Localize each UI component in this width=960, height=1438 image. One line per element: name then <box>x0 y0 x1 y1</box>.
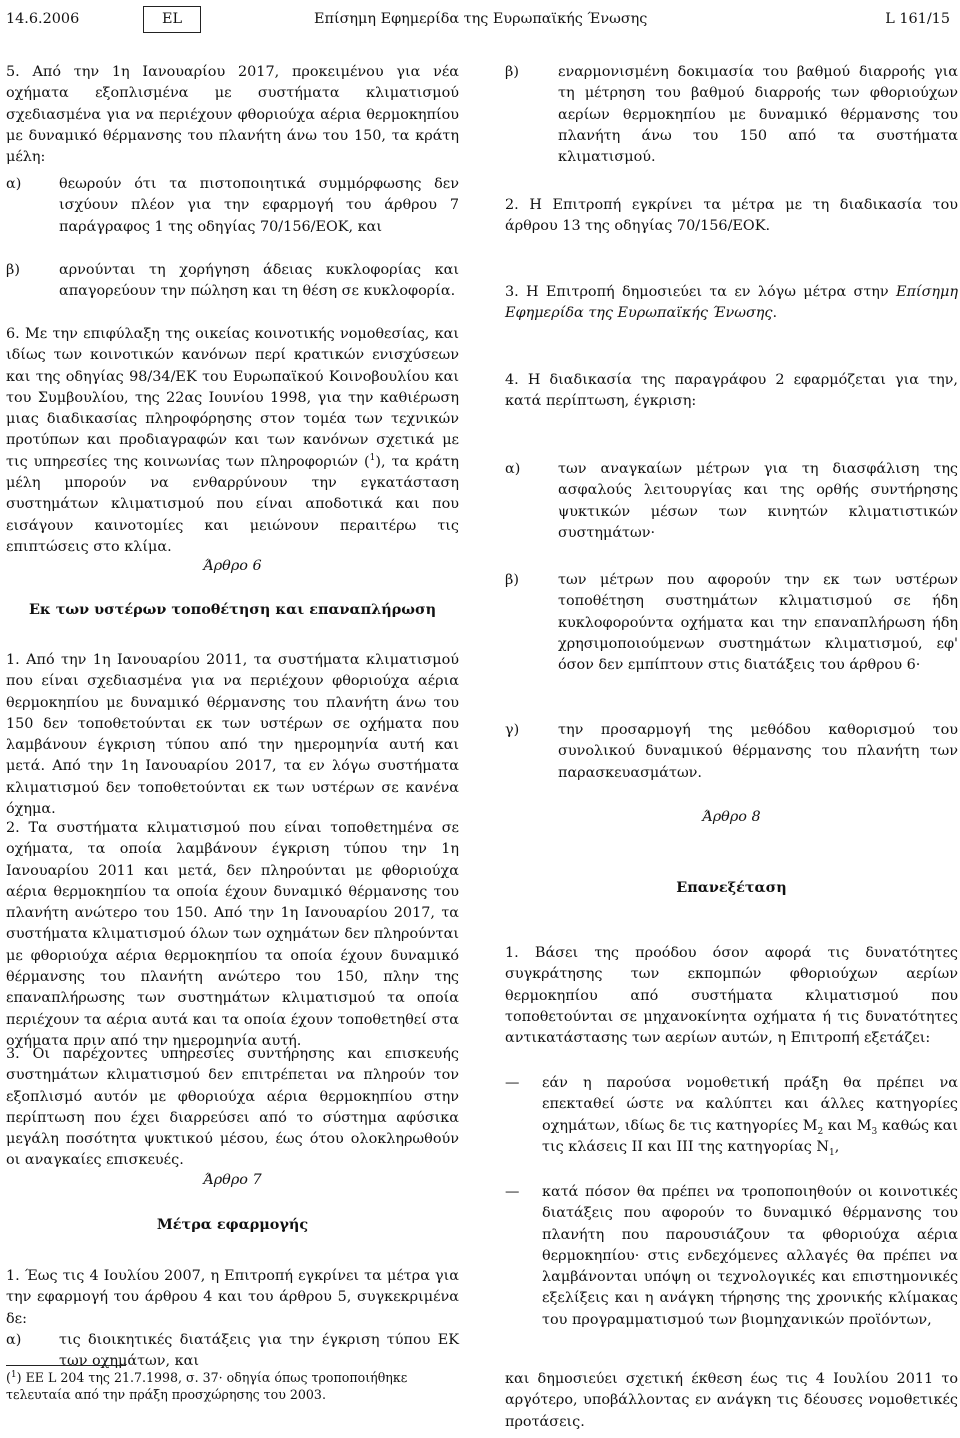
item-text: την προσαρμογή της μεθόδου καθορισμού του συνολικού δυναμικού θέρμανσης του πλανήτη των παρασκευασμάτων. <box>558 722 958 781</box>
item-4c <box>505 720 958 784</box>
journal-title: Επίσημη Εφημερίδα της Ευρωπαϊκής Ένωσης <box>314 11 648 27</box>
article-8-closing: και δημοσιεύει σχετική έκθεση έως τις 4 Ιουλίου 2011 το αργότερο, υποβάλλοντας εν ανάγκη τις δέουσες νομοθετικές προτάσεις. <box>505 1371 958 1430</box>
article-8-paragraph-1: 1. Βάσει της προόδου όσον αφορά τις δυνατότητες συγκράτησης των εκπομπών φθοριούχων αερίων θερμοκηπίου από συστήματα κλιματισμού που τοποθετούνται σε μηχανοκίνητα οχήματα ή τις δυνατότητες αντικατάστασης των αερίων αυτών, η Επιτροπή εξετάζει: <box>505 945 958 1047</box>
item-label: β) <box>6 262 20 278</box>
language-box: EL <box>143 6 201 33</box>
item-label: α) <box>505 461 521 477</box>
item-text: θεωρούν ότι τα πιστοποιητικά συμμόρφωσης δεν ισχύουν πλέον για την εφαρμογή του άρθρου 7 παράγραφος 1 της οδηγίας 70/156/ΕΟΚ, και <box>59 176 459 235</box>
footnote: ($^1$) ΕΕ L 204 της 21.7.1998, σ. 37· οδηγία όπως τροποποιήθηκε τελευταία από την πράξη προσχώρησης του 2003. <box>6 1369 408 1402</box>
item-label: α) <box>6 176 22 192</box>
item-7b <box>505 62 958 168</box>
dash-marker: — <box>505 1075 520 1091</box>
item-text: των μέτρων που αφορούν την εκ των υστέρων τοποθέτηση συστημάτων κλιματισμού σε ήδη κυκλοφορούντα οχήματα και την επαναπλήρωση ήδη χρησιμοποιούμενων συστημάτων κλιματισμού, εφ' όσον δεν εμπίπτουν στις διατάξεις του άρθρου 6· <box>558 572 958 674</box>
item-text: των αναγκαίων μέτρων για τη διασφάλιση της ασφαλούς λειτουργίας και της ορθής συντήρησης ψυκτικών μέσων των κινητών κλιματιστικών συστημάτων· <box>558 461 958 541</box>
article-6-paragraph-1: 1. Από την 1η Ιανουαρίου 2011, τα συστήματα κλιματισμού που είναι σχεδιασμένα για να περιέχουν φθοριούχα αέρια θερμοκηπίου με δυναμικό θέρμανσης του πλανήτη άνω του 150 δεν τοποθετούνται εκ των υστέρων σε οχήματα που λαμβάνουν έγκριση τύπου από την ημερομηνία αυτή και μετά. Από την 1η Ιανουαρίου 2017, τα εν λόγω συστήματα κλιματισμού δεν τοποθετούνται εκ των υστέρων σε κανένα όχημα. <box>6 652 459 818</box>
item-5b <box>6 260 459 303</box>
item-4b <box>505 570 958 676</box>
page-header <box>6 6 950 32</box>
footnote-ref[interactable]: 1 <box>369 452 376 463</box>
item-label: β) <box>505 64 519 80</box>
dash-item-2: — κατά πόσον θα πρέπει να τροποποιηθούν οι κοινοτικές διατάξεις που αφορούν το δυναμικό θέρμανσης του πλανήτη που παρουσιάζουν τα φθοριούχα αέρια θερμοκηπίου· στις ενδεχόμενες αλλαγές θα πρέπει να λαμβάνονται υπόψη οι τεχνολογικές και επιστημονικές εξελίξεις και η ανάγκη τήρησης της χρονικής κλίμακας του προγραμματισμού των βιομηχανικών προϊόντων, <box>505 1184 958 1328</box>
item-label: α) <box>6 1332 22 1348</box>
right-column <box>505 62 958 1432</box>
article-8-title: Επανεξέταση <box>676 879 787 896</box>
article-7-number: Άρθρο 7 <box>203 1172 262 1188</box>
item-label: β) <box>505 572 519 588</box>
header-date: 14.6.2006 <box>6 11 80 27</box>
item-5a <box>6 174 459 238</box>
article-7-title: Μέτρα εφαρμογής <box>156 1216 309 1233</box>
item-4a <box>505 459 958 544</box>
article-7-paragraph-1: 1. Έως τις 4 Ιουλίου 2007, η Επιτροπή εγκρίνει τα μέτρα για την εφαρμογή του άρθρου 4 και του άρθρου 5, συγκεκριμένα δε: <box>6 1268 459 1327</box>
item-7a <box>6 1330 459 1373</box>
article-8-number: Άρθρο 8 <box>702 809 761 825</box>
dash-marker: — <box>505 1184 520 1200</box>
left-column <box>6 62 459 1370</box>
article-6-paragraph-2: 2. Τα συστήματα κλιματισμού που είναι τοποθετημένα σε οχήματα, τα οποία λαμβάνουν έγκριση τύπου την 1η Ιανουαρίου 2011 και μετά, δεν πληρούνται με φθοριούχα αέρια θερμοκηπίου τα οποία έχουν δυναμικό θέρμανσης του πλανήτη ανώτερο του 150. Από την 1η Ιανουαρίου 2017, τα συστήματα κλιματισμού όλων των οχημάτων δεν πληρούνται με φθοριούχα αέρια θερμοκηπίου τα οποία έχουν δυναμικό θέρμανσης του πλανήτη ανώτερο του 150, πλην της επαναπλήρωσης των συστημάτων κλιματισμού τα οποία περιέχουν τα αέρια αυτά και τα οποία έχουν τοποθετηθεί στα οχήματα πριν από την ημερομηνία αυτή. <box>6 820 459 1049</box>
article-6-paragraph-3: 3. Οι παρέχοντες υπηρεσίες συντήρησης και επισκευής συστημάτων κλιματισμού δεν επιτρέπεται να πληρούν τον εξοπλισμό αυτόν με φθοριούχα αέρια θερμοκηπίου στην περίπτωση που έχει διαρρεύσει από το σύστημα αφύσικα μεγάλη ποσότητα ψυκτικού μέσου, έως ότου ολοκληρωθούν οι αναγκαίες επισκευές. <box>6 1046 459 1169</box>
article-6-number: Άρθρο 6 <box>203 558 262 574</box>
footnote-divider <box>6 1365 126 1366</box>
footnote-number: 1 <box>10 1369 17 1380</box>
article-7-paragraph-3: 3. Η Επιτροπή δημοσιεύει τα εν λόγω μέτρα στην Επίσημη Εφημερίδα της Ευρωπαϊκής Ένωσης. <box>505 284 958 322</box>
paragraph-6: 6. Με την επιφύλαξη της οικείας κοινοτικής νομοθεσίας, και ιδίως των κοινοτικών κανόνων περί κρατικών ενισχύσεων και της οδηγίας 98/34/ΕΚ του Ευρωπαϊκού Κοινοβουλίου και του Συμβουλίου, της 22ας Ιουνίου 1998, για την καθιέρωση μιας διαδικασίας πληροφόρησης στον τομέα των τεχνικών προτύπων και προδιαγραφών και των κανόνων σχετικά με τις υπηρεσίες της κοινωνίας των πληροφοριών ($^1$), τα κράτη μέλη μπορούν να ενθαρρύνουν την εγκατάσταση συστημάτων κλιματισμού που είναι αποδοτικά και που εισάγουν καινοτομίες και μειώνουν περαιτέρω τις επιπτώσεις στο κλίμα. <box>6 326 459 555</box>
article-7-paragraph-2: 2. Η Επιτροπή εγκρίνει τα μέτρα με τη διαδικασία του άρθρου 13 της οδηγίας 70/156/ΕΟΚ. <box>505 197 958 235</box>
item-label: γ) <box>505 722 520 738</box>
item-text: αρνούνται τη χορήγηση άδειας κυκλοφορίας και απαγορεύουν την πώληση και τη θέση σε κυκλοφορία. <box>59 262 459 300</box>
item-text: τις διοικητικές διατάξεις για την έγκριση τύπου ΕΚ των οχημάτων, και <box>59 1332 459 1370</box>
dash-item-1: — εάν η παρούσα νομοθετική πράξη θα πρέπει να επεκταθεί ώστε να καλύπτει και άλλες κατηγορίες οχημάτων, ιδίως δε τις κατηγορίες $M_2$ και $M_3$ καθώς και τις κλάσεις II και III της κατηγορίας $N_1$, <box>505 1075 958 1158</box>
paragraph-5: 5. Από την 1η Ιανουαρίου 2017, προκειμένου για νέα οχήματα εξοπλισμένα με συστήματα κλιματισμού σχεδιασμένα για να περιέχουν φθοριούχα αέρια θερμοκηπίου με δυναμικό θέρμανσης του πλανήτη άνω του 150, τα κράτη μέλη: <box>6 64 459 166</box>
item-text: εναρμονισμένη δοκιμασία του βαθμού διαρροής για τη μέτρηση του βαθμού διαρροής των φθοριούχων αερίων θερμοκηπίου με δυναμικό θέρμανσης του πλανήτη άνω του 150 από τα συστήματα κλιματισμού. <box>558 64 958 166</box>
article-7-paragraph-4: 4. Η διαδικασία της παραγράφου 2 εφαρμόζεται για την, κατά περίπτωση, έγκριση: <box>505 372 958 410</box>
article-6-title: Εκ των υστέρων τοποθέτηση και επαναπλήρωση <box>28 601 437 618</box>
page-reference: L 161/15 <box>885 11 950 27</box>
